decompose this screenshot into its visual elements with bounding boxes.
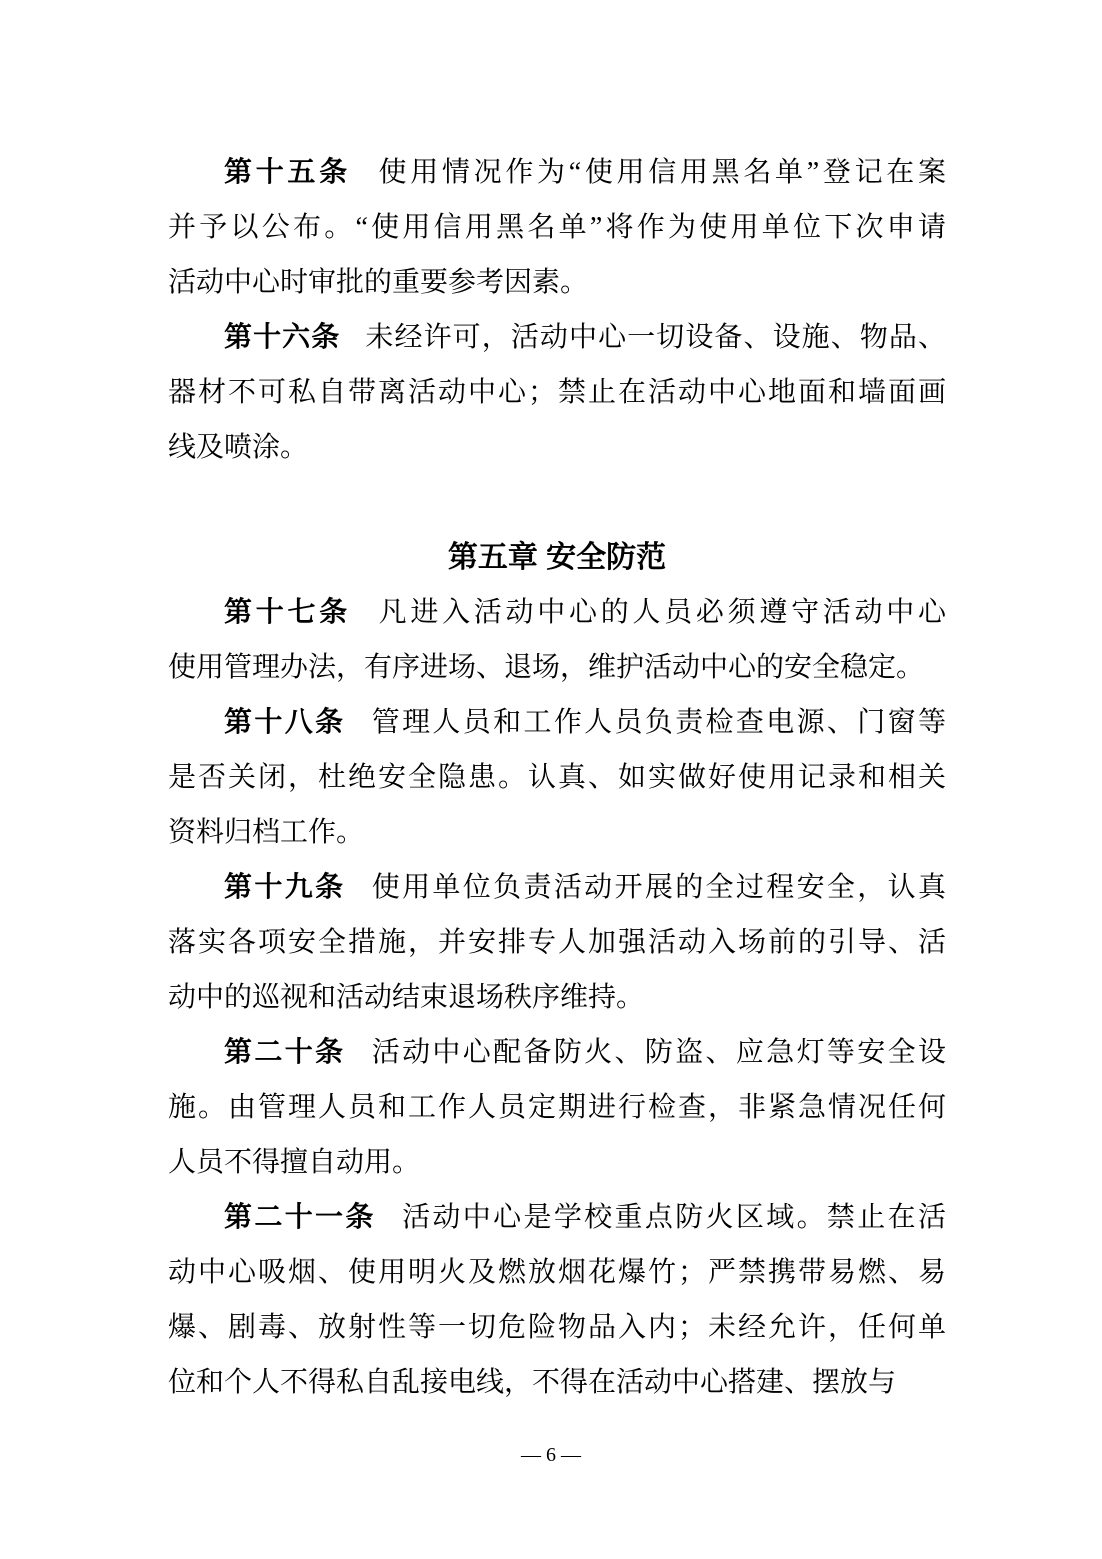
article-paragraph: [168, 860, 946, 1025]
article-paragraph: [168, 1190, 946, 1410]
text-line: 资料归档工作。: [168, 817, 365, 848]
document-content: [168, 145, 946, 1410]
line-text: 活动中心配备防火、防盗、应急灯等安全设: [369, 1037, 946, 1068]
text-line: [168, 585, 946, 640]
text-line: 活动中心时审批的重要参考因素。: [168, 267, 589, 298]
article-paragraph: [168, 585, 946, 695]
article-number: 第二十一条: [224, 1202, 376, 1233]
text-line: 落实各项安全措施，并安排专人加强活动入场前的引导、活: [168, 927, 946, 958]
text-line: [168, 310, 946, 365]
article-paragraph: [168, 1025, 946, 1190]
line-text: 使用单位负责活动开展的全过程安全，认真: [369, 872, 946, 903]
text-line: [168, 860, 946, 915]
text-line: [168, 145, 946, 200]
text-line: 并予以公布。“使用信用黑名单”将作为使用单位下次申请: [168, 212, 946, 243]
text-line: [168, 1025, 946, 1080]
text-line: [168, 695, 946, 750]
text-line: 线及喷涂。: [168, 432, 309, 463]
line-text: 活动中心是学校重点防火区域。禁止在活: [399, 1202, 946, 1233]
text-line: 动中心吸烟、使用明火及燃放烟花爆竹；严禁携带易燃、易: [168, 1257, 946, 1288]
article-number: 第二十条: [224, 1037, 346, 1068]
text-line: 人员不得擅自动用。: [168, 1147, 421, 1178]
article-number: 第十九条: [224, 872, 346, 903]
article-paragraph: [168, 695, 946, 860]
article-number: 第十七条: [224, 597, 351, 628]
line-text: 使用情况作为“使用信用黑名单”登记在案: [374, 157, 946, 188]
line-text: 凡进入活动中心的人员必须遵守活动中心: [374, 597, 946, 628]
text-line: [168, 1190, 946, 1245]
article-number: 第十八条: [224, 707, 346, 738]
text-line: 动中的巡视和活动结束退场秩序维持。: [168, 982, 645, 1013]
page-number: — 6 —: [521, 1444, 581, 1466]
text-line: 使用管理办法，有序进场、退场，维护活动中心的安全稳定。: [168, 652, 925, 683]
text-line: 施。由管理人员和工作人员定期进行检查，非紧急情况任何: [168, 1092, 946, 1123]
line-text: 管理人员和工作人员负责检查电源、门窗等: [369, 707, 946, 738]
article-number: 第十五条: [224, 157, 351, 188]
chapter-heading: 第五章 安全防范: [447, 541, 667, 574]
text-line: 是否关闭，杜绝安全隐患。认真、如实做好使用记录和相关: [168, 762, 946, 793]
article-number: 第十六条: [224, 322, 341, 353]
article-paragraph: [168, 310, 946, 475]
text-line: 位和个人不得私自乱接电线，不得在活动中心搭建、摆放与: [168, 1367, 897, 1398]
article-paragraph: [168, 145, 946, 310]
text-line: 器材不可私自带离活动中心；禁止在活动中心地面和墙面画: [168, 377, 946, 408]
line-text: 未经许可，活动中心一切设备、设施、物品、: [364, 322, 946, 353]
text-line: 爆、剧毒、放射性等一切危险物品入内；未经允许，任何单: [168, 1312, 946, 1343]
